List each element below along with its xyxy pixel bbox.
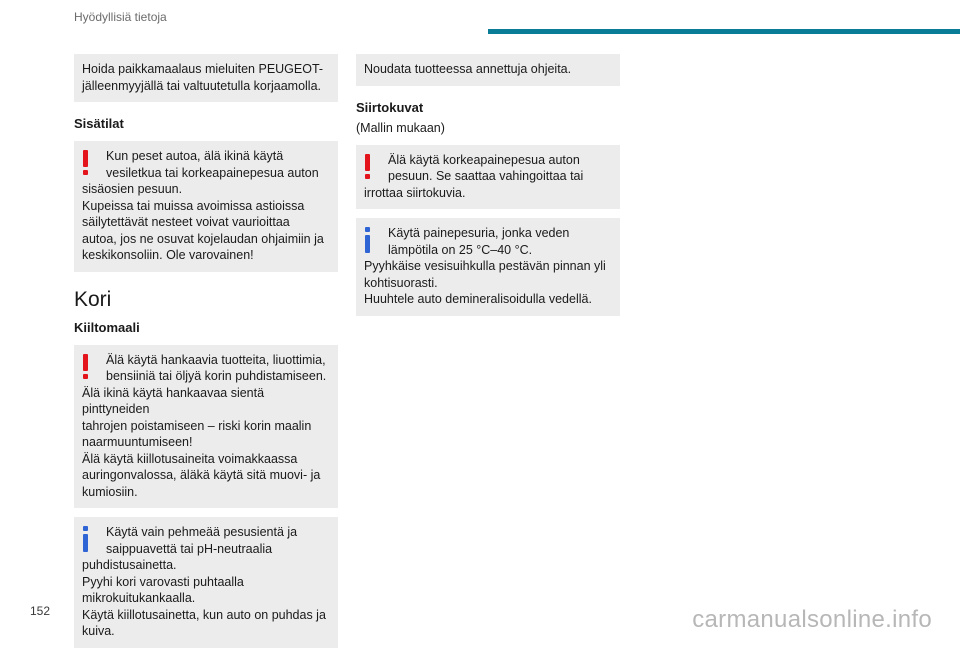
warning-line: vesiletkua tai korkeapainepesua auton [106, 165, 319, 180]
info-line: Käytä kiillotusainetta, kun auto on puhdas ja [82, 607, 326, 622]
warning-line: keskikonsoliin. Ole varovainen! [82, 248, 254, 262]
info-line: puhdistusainetta. [82, 558, 177, 572]
note-line: Hoida paikkamaalaus mieluiten PEUGEOT- [82, 62, 324, 76]
info-line: mikrokuitukankaalla. [82, 591, 196, 605]
info-line: lämpötila on 25 °C–40 °C. [388, 242, 533, 257]
info-line: Käytä painepesuria, jonka veden [388, 226, 570, 240]
warning-line: Älä käytä hankaavia tuotteita, liuottimia, [106, 352, 326, 367]
warning-box-decals [356, 145, 620, 210]
warning-line: sisäosien pesuun. [82, 182, 183, 196]
warning-line: bensiiniä tai öljyä korin puhdistamiseen. [106, 369, 327, 383]
section-heading-kori: Kori [74, 287, 112, 311]
exclamation-icon [365, 154, 371, 180]
section-heading-sisatilat: Sisätilat [74, 116, 124, 131]
warning-line: naarmuuntumiseen! [82, 435, 193, 449]
warning-line: Älä käytä kiillotusaineita voimakkaassa [82, 451, 298, 466]
note-line: jälleenmyyjällä tai valtuutetulla korjaamolla. [82, 78, 322, 93]
info-line: Pyyhi kori varovasti puhtaalla [82, 574, 244, 589]
info-box-pressure-wash [356, 218, 620, 316]
right-column [356, 54, 620, 325]
info-box-washing [74, 517, 338, 648]
header-accent-bar [488, 29, 960, 34]
warning-line: Kun peset autoa, älä ikinä käytä [106, 149, 284, 163]
warning-line: Älä käytä korkeapainepesua auton [388, 152, 580, 167]
warning-line: auringonvalossa, äläkä käytä sitä muovi- ja [82, 468, 321, 482]
warning-line: autoa, jos ne osuvat kojelaudan ohjaimiin ja [82, 231, 324, 246]
info-line: Huuhtele auto demineralisoidulla vedellä. [364, 292, 592, 306]
info-icon [83, 526, 89, 552]
info-lead [82, 524, 330, 557]
info-icon [365, 227, 371, 253]
section-heading-siirtokuvat: Siirtokuvat [356, 99, 424, 115]
section-heading-kiiltomaali: Kiiltomaali [74, 319, 140, 335]
exclamation-icon [83, 354, 89, 380]
page-number: 152 [30, 604, 51, 618]
note-line: Noudata tuotteessa annettuja ohjeita. [364, 62, 572, 76]
info-line: kohtisuorasti. [364, 275, 438, 290]
warning-lead [364, 152, 612, 185]
info-lead [364, 225, 612, 258]
warning-line: säilytettävät nesteet voivat vaurioittaa [82, 215, 290, 229]
warning-lead [82, 148, 330, 181]
info-line: Pyyhkäise vesisuihkulla pestävän pinnan yli [364, 259, 606, 273]
note-product-instructions [356, 54, 620, 86]
watermark: carmanualsonline.info [692, 606, 932, 633]
model-note: (Mallin mukaan) [356, 120, 445, 135]
warning-box-paint [74, 345, 338, 509]
note-paint-repair [74, 54, 338, 102]
info-line: kuiva. [82, 624, 115, 638]
warning-line: Älä ikinä käytä hankaavaa sientä pinttyneiden [82, 385, 265, 416]
warning-box-interior [74, 141, 338, 272]
info-line: saippuavettä tai pH-neutraalia [106, 541, 273, 556]
warning-lead [82, 352, 330, 385]
warning-line: pesuun. Se saattaa vahingoittaa tai [388, 169, 584, 183]
warning-line: Kupeissa tai muissa avoimissa astioissa [82, 198, 305, 213]
warning-line: tahrojen poistamiseen – riski korin maalin [82, 418, 312, 433]
warning-line: irrottaa siirtokuvia. [364, 185, 466, 200]
warning-line: kumiosiin. [82, 484, 138, 499]
left-column [74, 54, 338, 657]
exclamation-icon [83, 150, 89, 176]
info-line: Käytä vain pehmeää pesusientä ja [106, 525, 298, 539]
header-title: Hyödyllisiä tietoja [74, 10, 167, 24]
